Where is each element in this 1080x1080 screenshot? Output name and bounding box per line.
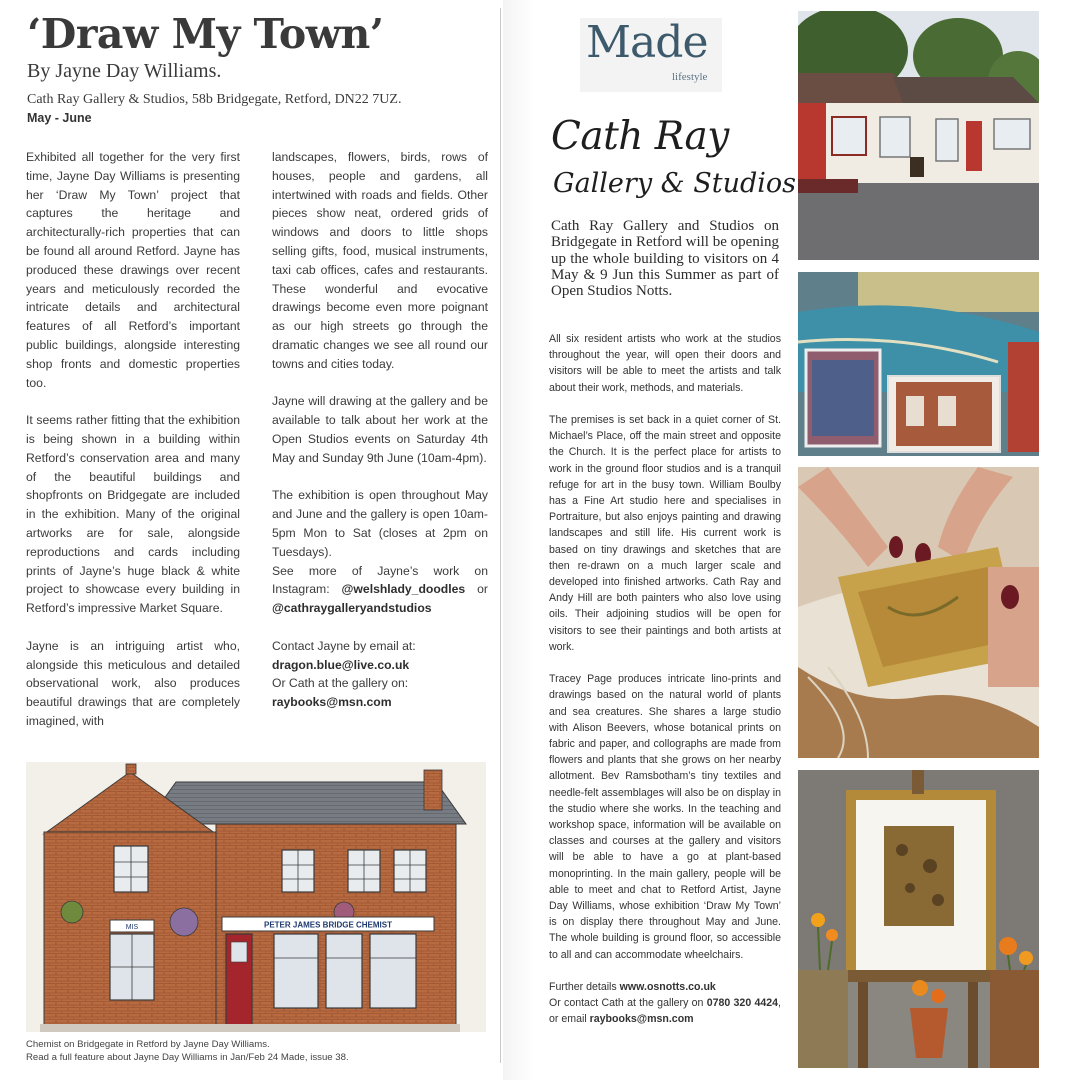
made-logo: Made [586,17,708,68]
contact-cath-lead: Or Cath at the gallery on: [272,676,409,691]
feature-title: Cath Ray [551,114,729,159]
further-lead: Further details [549,981,617,994]
exhibition-dates: May - June [27,111,92,125]
instagram-paragraph [272,562,488,618]
email-jayne-link[interactable]: dragon.blue@live.co.uk [272,657,410,672]
article-column-2 [272,148,488,712]
gallery-exterior-photo [798,11,1039,260]
feature-subtitle: Gallery & Studios [553,168,797,199]
email-cath-link[interactable]: raybooks@msn.com [272,695,392,710]
botanical-prints-photo [798,467,1039,758]
instagram-or: or [477,582,488,597]
email-lead: , or email [549,997,781,1026]
venue-address: Cath Ray Gallery & Studios, 58b Bridgegate, Retford, DN22 7UZ. [27,92,402,107]
contact-lead: Or contact Cath at the gallery on [549,997,704,1010]
paragraph: Exhibited all together for the very first time, Jayne Day Williams is presenting her ‘Draw My Town’ project that captures the heritage and architecturally-rich properties that can be found all around Retford. Jayne has produced these drawings over recent years and meticulously recorded the intricate details and architectural features of all Retford’s important public buildings, alongside interesting shop fronts and domestic properties too. [26,150,240,390]
paragraph: The exhibition is open throughout May and June and the gallery is open 10am-5pm Mon to Sat (closes at 2pm on Tuesdays). [272,488,488,559]
instagram-link-jayne[interactable]: @welshlady_doodles [341,582,466,597]
article-column-1 [26,148,240,750]
paragraph: Tracey Page produces intricate lino-prints and drawings based on the natural world of plants and sea creatures. She shares a large studio with Alison Beevers, whose botanical prints on fabric and paper, and collographs are made from flowers and plants that she grows on her nearby allotment. Bev Ramsbotham’s tiny textiles and needle-felt assemblages will also be on display in the studio where she works. In the teaching and workshop space, information will be available on classes and courses at the gallery and visitors will be able to have a go at plant-based monoprinting. In the main gallery, people will be able to meet and chat to Retford Artist, Jayne Day Williams, whose exhibition ‘Draw My Town’ is on display there throughout May and June. The whole building is ground floor, so accessible to all and can accommodate wheelchairs. [549,673,781,961]
paragraph: It seems rather fitting that the exhibition is being shown in a building within Retford’s conservation area and many of the beautiful buildings and shopfronts on Bridgegate are included in the exhibition. Many of the original artworks are for sale, alongside reproductions and cards including prints of Jayne’s huge black & white project to showcase every building in Retford’s impressive Market Square. [26,413,240,616]
shop-sign: PETER JAMES BRIDGE CHEMIST [263,920,393,930]
article-byline: By Jayne Day Williams. [27,60,222,82]
paragraph: landscapes, flowers, birds, rows of houses, people and gardens, all intertwined with roads and fields. Other pieces show neat, ordered grids of windows and doors to little shops selling gifts, food, musical instruments, taxi cab offices, cafes and restaurants. These wonderful and evocative drawings become even more poignant as our high streets go through the dramatic changes we see all round our towns and cities today. [272,150,488,371]
paragraph: The premises is set back in a quiet corner of St. Michael’s Place, off the main street and opposite the Church. It is the perfect place for artists to work in the ground floor studios and is a tranquil refuge for art in the busy town. William Boulby has a Fine Art studio here and specialises in Portraiture, but also enjoys painting and drawing landscapes and still life. His current work is based on tiny drawings and sketches that are then re-drawn on a much larger scale and developed into finished artworks. Cath Ray and Andy Hill are both painters who also love using oils. Their adjoining studios will be open for visitors to see their paintings and both artists at work. [549,414,781,653]
page-divider [500,8,501,1063]
instagram-lead: See more of Jayne’s work on Instagram: [272,563,488,597]
paintings-photo [798,272,1039,456]
illustration-caption [26,1038,349,1064]
paragraph: Jayne will drawing at the gallery and be available to talk about her work at the Open Studios events on Saturday 4th May and Sunday 9th June (10am-4pm). [272,394,488,465]
contact-block [272,637,488,712]
paragraph: Jayne is an intriguing artist who, alongside this meticulous and detailed observational work, also produces beautiful drawings that are completely imagined, with [26,638,240,728]
caption-line-1: Chemist on Bridgegate in Retford by Jayne Day Williams. [26,1039,270,1050]
further-details [549,979,781,1028]
instagram-link-gallery[interactable]: @cathraygalleryandstudios [272,601,432,616]
email-link[interactable]: raybooks@msn.com [589,1013,694,1026]
website-link[interactable]: www.osnotts.co.uk [619,981,716,994]
contact-lead: Contact Jayne by email at: [272,638,416,653]
feature-body [549,331,781,1044]
page-gutter [503,0,535,1080]
framed-print-easel-photo [798,770,1039,1068]
made-logo-subtitle: lifestyle [672,71,708,83]
shop-sign-left: MIS [125,924,139,931]
article-headline: ‘Draw My Town’ [27,10,384,58]
feature-intro: Cath Ray Gallery and Studios on Bridgegate in Retford will be opening up the whole building to visitors on 4 May & 9 Jun this Summer as part of Open Studios Notts. [551,218,779,300]
phone-number: 0780 320 4424 [706,997,779,1010]
paragraph: All six resident artists who work at the studios throughout the year, will open their doors and visitors will be able to meet the artists and talk about their work, methods, and materials. [549,333,781,394]
chemist-building-illustration [26,762,486,1032]
caption-line-2: Read a full feature about Jayne Day Williams in Jan/Feb 24 Made, issue 38. [26,1052,349,1063]
